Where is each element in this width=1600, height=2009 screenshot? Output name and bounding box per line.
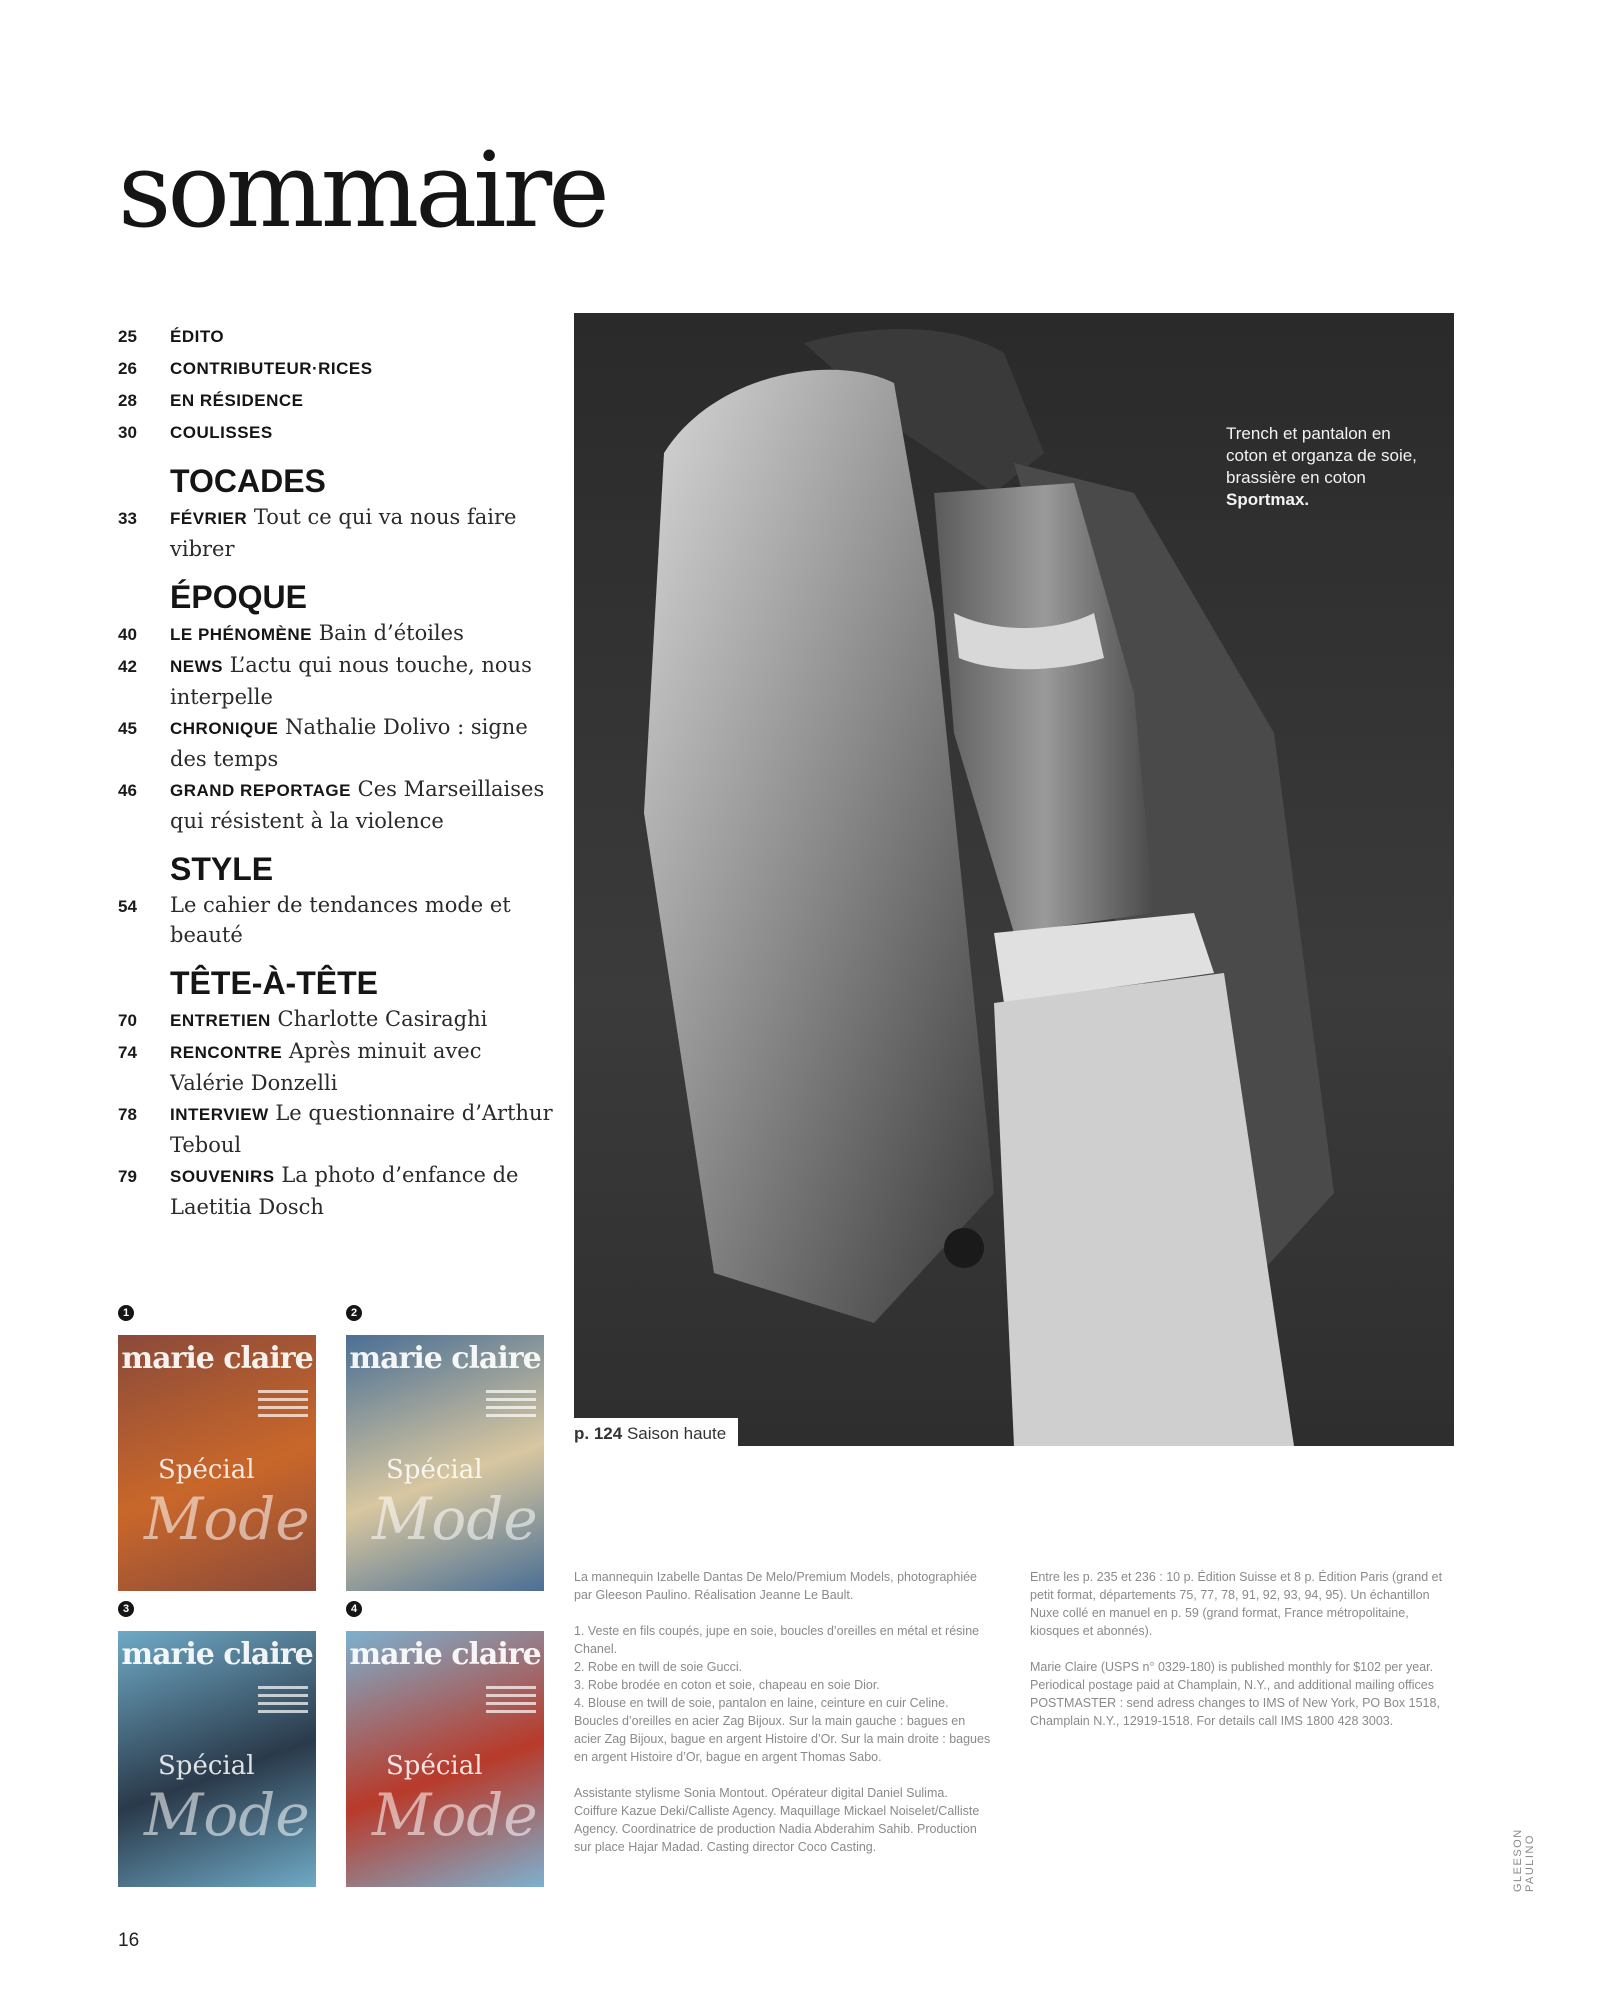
credits-items [574, 1622, 994, 1784]
photo-caption [1226, 423, 1426, 511]
toc-section-heading: TOCADES [170, 463, 326, 499]
cover-number: 1 [118, 1305, 134, 1321]
toc-entry-text: Après minuit avec Valérie Donzelli [170, 1039, 482, 1095]
cover-mode: Mode [372, 1485, 538, 1553]
credit-item: 3. Robe brodée en coton et soie, chapeau en soie Dior. [574, 1678, 880, 1692]
toc-entry[interactable] [118, 1004, 558, 1036]
photo-page-reference[interactable] [574, 1418, 738, 1446]
cover-mode: Mode [144, 1485, 310, 1553]
toc-entry-body [170, 618, 558, 650]
cover-mode: Mode [144, 1781, 310, 1849]
cover-image [118, 1631, 316, 1887]
toc-entry[interactable] [118, 890, 558, 950]
toc-keyword: NEWS [170, 657, 223, 676]
toc-entry[interactable] [118, 320, 558, 352]
toc-keyword: LE PHÉNOMÈNE [170, 625, 313, 644]
photo-ref-title: Saison haute [626, 1424, 727, 1443]
cover-image [346, 1335, 544, 1591]
cover-number: 4 [346, 1601, 362, 1617]
toc-page-number: 46 [118, 781, 137, 800]
toc-page-number: 26 [118, 359, 137, 378]
toc-entry[interactable] [118, 502, 558, 564]
cover-number: 2 [346, 1305, 362, 1321]
caption-text: Trench et pantalon en coton et organza de soie, brassière en coton [1226, 424, 1417, 487]
toc-page-number: 78 [118, 1105, 137, 1124]
button-shape [944, 1228, 984, 1268]
page-number: 16 [118, 1930, 140, 1951]
toc-keyword: FÉVRIER [170, 509, 248, 528]
cover-special: Spécial [158, 1751, 255, 1781]
toc-entry-body [170, 352, 558, 384]
toc-page-number: 74 [118, 1043, 137, 1062]
toc-entry-text: Tout ce qui va nous faire vibrer [170, 505, 517, 561]
credits-intro: La mannequin Izabelle Dantas De Melo/Premium Models, photographiée par Gleeson Paulino. Réalisation Jeanne Le Bault. [574, 1570, 978, 1602]
toc-entry-body [170, 712, 558, 774]
toc-entry[interactable] [118, 712, 558, 774]
credits-right [1030, 1568, 1450, 1748]
toc-entry-body [170, 774, 558, 836]
table-of-contents [118, 320, 558, 1222]
toc-entry[interactable] [118, 1036, 558, 1098]
toc-entry-body [170, 320, 558, 352]
toc-entry-body [170, 416, 558, 448]
toc-keyword: CHRONIQUE [170, 719, 279, 738]
cover-image [118, 1335, 316, 1591]
page-title: sommaire [118, 129, 606, 251]
toc-section-heading: TÊTE-À-TÊTE [170, 965, 378, 1001]
cover-special: Spécial [158, 1455, 255, 1485]
toc-page-number: 30 [118, 423, 137, 442]
toc-entry-body [170, 1098, 558, 1160]
toc-page-number: 28 [118, 391, 137, 410]
toc-keyword: INTERVIEW [170, 1105, 269, 1124]
toc-entry-text: Le cahier de tendances mode et beauté [170, 893, 511, 947]
toc-entry-body [170, 1160, 558, 1222]
photo-ref-page: p. 124 [574, 1424, 623, 1443]
toc-keyword: ÉDITO [170, 327, 225, 346]
credits-left [574, 1568, 994, 1874]
toc-entry-body [170, 650, 558, 712]
caption-brand: Sportmax. [1226, 490, 1310, 509]
cover-image [346, 1631, 544, 1887]
toc-page-number: 40 [118, 625, 137, 644]
toc-sections [118, 460, 558, 1222]
credit-item: 4. Blouse en twill de soie, pantalon en laine, ceinture en cuir Celine. Boucles d’oreilles en acier Zag Bijoux. Sur la main gauche : bagues en acier Zag Bijoux, bague en argent Histoire d’Or. Sur la main droite : bagues en argent Histoire d’Or, bague en argent Thomas Sabo. [574, 1696, 991, 1764]
toc-entry[interactable] [118, 384, 558, 416]
toc-page-number: 70 [118, 1011, 137, 1030]
cover-headline-lines [258, 1681, 308, 1718]
toc-page-number: 45 [118, 719, 137, 738]
fashion-photo [574, 313, 1454, 1446]
toc-page-number: 54 [118, 897, 137, 916]
cover-special: Spécial [386, 1455, 483, 1485]
credits-editions: Entre les p. 235 et 236 : 10 p. Édition Suisse et 8 p. Édition Paris (grand et petit format, départements 75, 77, 78, 91, 92, 93, 94, 95). Un échantillon Nuxe collé en manuel en p. 59 (grand format, France métropolitaine, kiosques et abonnés). [1030, 1570, 1443, 1638]
toc-keyword: GRAND REPORTAGE [170, 781, 351, 800]
toc-keyword: ENTRETIEN [170, 1011, 271, 1030]
toc-entry-body [170, 890, 558, 950]
toc-entry[interactable] [118, 1160, 558, 1222]
toc-keyword: CONTRIBUTEUR·RICES [170, 359, 373, 378]
toc-entry[interactable] [118, 774, 558, 836]
cover-mode: Mode [372, 1781, 538, 1849]
toc-keyword: EN RÉSIDENCE [170, 391, 304, 410]
toc-entry-text: La photo d’enfance de Laetitia Dosch [170, 1163, 519, 1219]
toc-keyword: COULISSES [170, 423, 273, 442]
cover-headline-lines [258, 1385, 308, 1422]
toc-entry-body [170, 1004, 558, 1036]
toc-entry-text: Bain d’étoiles [318, 621, 464, 645]
toc-entry[interactable] [118, 1098, 558, 1160]
toc-entry[interactable] [118, 352, 558, 384]
toc-entry[interactable] [118, 618, 558, 650]
toc-section-heading: ÉPOQUE [170, 579, 307, 615]
toc-entry-body [170, 384, 558, 416]
photographer-credit: GLEESON PAULINO [1512, 1828, 1536, 1892]
toc-entry-text: Le questionnaire d’Arthur Teboul [170, 1101, 553, 1157]
credits-usps: Marie Claire (USPS n° 0329-180) is published monthly for $102 per year. Periodical postage paid at Champlain, N.Y., and additional mailing offices POSTMASTER : send adress changes to IMS of New York, PO Box 1518, Champlain N.Y., 12919-1518. For details call IMS 1800 428 3003. [1030, 1660, 1440, 1728]
toc-page-number: 25 [118, 327, 137, 346]
toc-page-number: 42 [118, 657, 137, 676]
toc-entry-body [170, 502, 558, 564]
credit-item: 2. Robe en twill de soie Gucci. [574, 1660, 743, 1674]
toc-page-number: 33 [118, 509, 137, 528]
cover-headline-lines [486, 1385, 536, 1422]
toc-entry-text: Nathalie Dolivo : signe des temps [170, 715, 528, 771]
toc-entry-text: L’actu qui nous touche, nous interpelle [170, 653, 532, 709]
credit-item: 1. Veste en fils coupés, jupe en soie, boucles d’oreilles en métal et résine Chanel. [574, 1624, 980, 1656]
cover-logo: marie claire [349, 1341, 541, 1376]
toc-keyword: SOUVENIRS [170, 1167, 275, 1186]
toc-section-heading: STYLE [170, 851, 274, 887]
toc-page-number: 79 [118, 1167, 137, 1186]
toc-entry-body [170, 1036, 558, 1098]
toc-entry[interactable] [118, 650, 558, 712]
cover-headline-lines [486, 1681, 536, 1718]
toc-top-list [118, 320, 558, 448]
cover-logo: marie claire [349, 1637, 541, 1672]
cover-number: 3 [118, 1601, 134, 1617]
cover-gallery [118, 1305, 550, 1895]
cover-special: Spécial [386, 1751, 483, 1781]
toc-entry[interactable] [118, 416, 558, 448]
toc-keyword: RENCONTRE [170, 1043, 283, 1062]
cover-logo: marie claire [121, 1341, 313, 1376]
toc-entry-text: Charlotte Casiraghi [277, 1007, 488, 1031]
cover-logo: marie claire [121, 1637, 313, 1672]
credits-staff: Assistante stylisme Sonia Montout. Opérateur digital Daniel Sulima. Coiffure Kazue Deki/Calliste Agency. Maquillage Mickael Noiselet/Calliste Agency. Coordinatrice de production Nadia Abderahim Sahib. Production sur place Hajar Madad. Casting director Coco Casting. [574, 1786, 980, 1854]
toc-entry-text: Ces Marseillaises qui résistent à la violence [170, 777, 545, 833]
